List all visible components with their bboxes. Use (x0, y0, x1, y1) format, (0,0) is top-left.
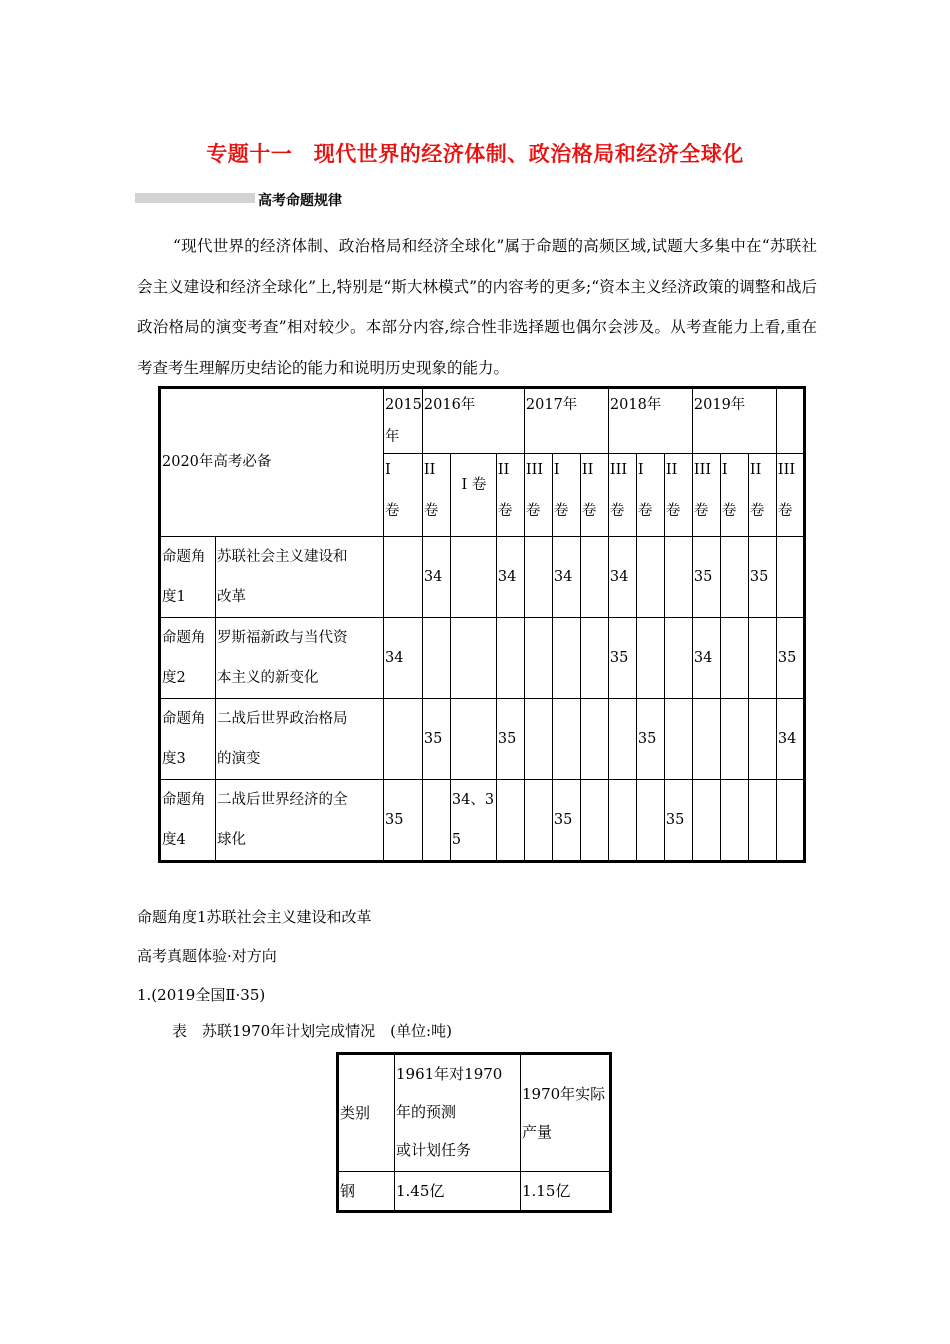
angle-text: 度1 (162, 589, 186, 605)
topic-cell (216, 699, 384, 780)
question-cell: 34 (692, 618, 720, 699)
page-title: 专题十一 现代世界的经济体制、政治格局和经济全球化 (206, 142, 744, 166)
topic-cell (216, 780, 384, 862)
paper-numeral: III (609, 462, 628, 478)
question-cell: 35 (692, 537, 720, 618)
paper-juan: 卷 (581, 503, 597, 519)
table-row (160, 780, 805, 862)
exam-pattern-table (158, 386, 806, 863)
question-cell (776, 537, 804, 618)
paper-numeral: I (553, 462, 560, 478)
question-cell (450, 618, 496, 699)
topic-cell (216, 618, 384, 699)
angle-heading: 命题角度1苏联社会主义建设和改革 (137, 908, 372, 926)
paper-header-cell (552, 454, 580, 537)
topic-text: 球化 (217, 832, 246, 848)
question-cell (720, 780, 748, 862)
plan-table (336, 1052, 612, 1213)
year-2016: 2016年 (422, 388, 524, 454)
question-cell: 35 (496, 699, 524, 780)
question-cell (692, 699, 720, 780)
paper-numeral: I (721, 462, 728, 478)
paper-juan: 卷 (777, 503, 793, 519)
topic-text: 本主义的新变化 (217, 670, 319, 686)
question-cell: 34 (608, 537, 636, 618)
paper-numeral: I (637, 462, 644, 478)
paper-juan: 卷 (609, 503, 625, 519)
paper-numeral: I (385, 462, 391, 478)
angle-text: 度3 (162, 751, 186, 767)
question-cell: 35 (552, 780, 580, 862)
paper-numeral: II (581, 462, 594, 478)
question-cell (552, 618, 580, 699)
question-cell (580, 780, 608, 862)
paper-juan: 卷 (637, 503, 653, 519)
table-row (160, 537, 805, 618)
paper-header-cell (450, 454, 496, 537)
question-cell: 35 (384, 780, 423, 862)
paper-numeral: II (423, 462, 436, 478)
paper-juan: 卷 (749, 503, 765, 519)
year-2017: 2017年 (524, 388, 608, 454)
question-cell (450, 699, 496, 780)
header-actual-line1: 1970年实际 (522, 1085, 606, 1103)
paper-numeral: III (525, 462, 544, 478)
angle-text: 命题角 (162, 711, 206, 727)
topic-cell (216, 537, 384, 618)
topic-text: 二战后世界政治格局 (217, 711, 348, 727)
angle-cell (160, 780, 216, 862)
question-cell (384, 699, 423, 780)
question-cell (664, 618, 692, 699)
question-cell: 35 (636, 699, 664, 780)
angle-text: 命题角 (162, 792, 206, 808)
topic-text: 改革 (217, 589, 246, 605)
header-actual-line2: 产量 (522, 1123, 553, 1141)
paper-numeral: II (749, 462, 762, 478)
paper-numeral: II (497, 462, 510, 478)
table-caption: 表 苏联1970年计划完成情况 (单位:吨) (172, 1022, 452, 1040)
question-cell (608, 699, 636, 780)
question-cell (524, 537, 552, 618)
paper-header-cell (422, 454, 450, 537)
question-cell (720, 699, 748, 780)
sub-heading: 高考真题体验·对方向 (137, 947, 277, 965)
question-cell (524, 699, 552, 780)
header-plan-line2: 年的预测 (396, 1103, 457, 1121)
question-cell (636, 780, 664, 862)
question-cell (524, 618, 552, 699)
question-number: 1.(2019全国Ⅱ·35) (137, 986, 266, 1004)
angle-text: 命题角 (162, 549, 206, 565)
paper-header-cell (496, 454, 524, 537)
question-cell (748, 618, 776, 699)
paper-header-cell (636, 454, 664, 537)
paper-header-cell (524, 454, 552, 537)
question-cell: 34 (496, 537, 524, 618)
question-cell (580, 618, 608, 699)
question-cell: 35 (608, 618, 636, 699)
angle-text: 度2 (162, 670, 186, 686)
question-cell (636, 537, 664, 618)
paper-juan: 卷 (423, 503, 439, 519)
paper-header-cell (580, 454, 608, 537)
table-corner: 2020年高考必备 (160, 388, 384, 537)
angle-text: 命题角 (162, 630, 206, 646)
header-plan-line3: 或计划任务 (396, 1141, 472, 1159)
question-cell (720, 618, 748, 699)
topic-text: 苏联社会主义建设和 (217, 549, 348, 565)
question-cell (524, 780, 552, 862)
topic-text: 罗斯福新政与当代资 (217, 630, 348, 646)
paper-header-cell (720, 454, 748, 537)
angle-text: 度4 (162, 832, 186, 848)
question-cell: 34 (552, 537, 580, 618)
question-cell (580, 699, 608, 780)
question-cell: 35 (664, 780, 692, 862)
paper-header-cell (692, 454, 720, 537)
paper-label: Ⅰ 卷 (461, 477, 487, 493)
question-cell (664, 537, 692, 618)
cell-actual: 1.15亿 (521, 1172, 611, 1212)
question-cell (748, 780, 776, 862)
header-plan-line1: 1961年对1970 (396, 1065, 503, 1083)
year-2019: 2019年 (692, 388, 776, 454)
question-cell: 34、35 (450, 780, 496, 862)
paper-numeral: III (693, 462, 712, 478)
question-cell (692, 780, 720, 862)
paper-juan: 卷 (721, 503, 737, 519)
question-cell (608, 780, 636, 862)
question-cell: 35 (776, 618, 804, 699)
topic-text: 的演变 (217, 751, 261, 767)
question-cell (776, 780, 804, 862)
question-cell (552, 699, 580, 780)
angle-cell (160, 618, 216, 699)
year-2018: 2018年 (608, 388, 692, 454)
section-bar (135, 193, 255, 203)
question-cell (720, 537, 748, 618)
question-cell (422, 618, 450, 699)
paper-juan: 卷 (665, 503, 681, 519)
header-category: 类别 (338, 1054, 395, 1172)
intro-paragraph: “现代世界的经济体制、政治格局和经济全球化”属于命题的高频区域,试题大多集中在“苏联社会主义建设和经济全球化”上,特别是“斯大林模式”的内容考的更多;“资本主义经济政策的调整和战后政治格局的演变考查”相对较少。本部分内容,综合性非选择题也偶尔会涉及。从考查能力上看,重在考查考生理解历史结论的能力和说明历史现象的能力。 (137, 237, 818, 377)
paper-juan: 卷 (553, 503, 569, 519)
paper-header-cell (776, 454, 804, 537)
paper-header-cell (384, 454, 423, 537)
year-2015: 2015年 (384, 388, 423, 454)
cell-category: 钢 (338, 1172, 395, 1212)
paper-juan: 卷 (525, 503, 541, 519)
question-cell (664, 699, 692, 780)
paper-header-cell (608, 454, 636, 537)
table-row (160, 699, 805, 780)
paper-numeral: III (777, 462, 796, 478)
question-cell (450, 537, 496, 618)
question-cell: 34 (776, 699, 804, 780)
question-cell (384, 537, 423, 618)
question-cell: 34 (384, 618, 423, 699)
paper-header-cell (664, 454, 692, 537)
paper-juan: 卷 (497, 503, 513, 519)
question-cell (496, 780, 524, 862)
question-cell: 35 (748, 537, 776, 618)
table-row (160, 618, 805, 699)
question-cell: 35 (422, 699, 450, 780)
question-cell (748, 699, 776, 780)
question-cell: 34 (422, 537, 450, 618)
paper-numeral: II (665, 462, 678, 478)
question-cell (422, 780, 450, 862)
angle-cell (160, 537, 216, 618)
question-cell (580, 537, 608, 618)
paper-header-cell (748, 454, 776, 537)
question-cell (636, 618, 664, 699)
question-cell (496, 618, 524, 699)
angle-cell (160, 699, 216, 780)
paper-juan: 卷 (693, 503, 709, 519)
cell-plan: 1.45亿 (395, 1172, 521, 1212)
paper-juan: 卷 (385, 503, 400, 519)
topic-text: 二战后世界经济的全 (217, 792, 348, 808)
section-label: 高考命题规律 (258, 193, 342, 209)
